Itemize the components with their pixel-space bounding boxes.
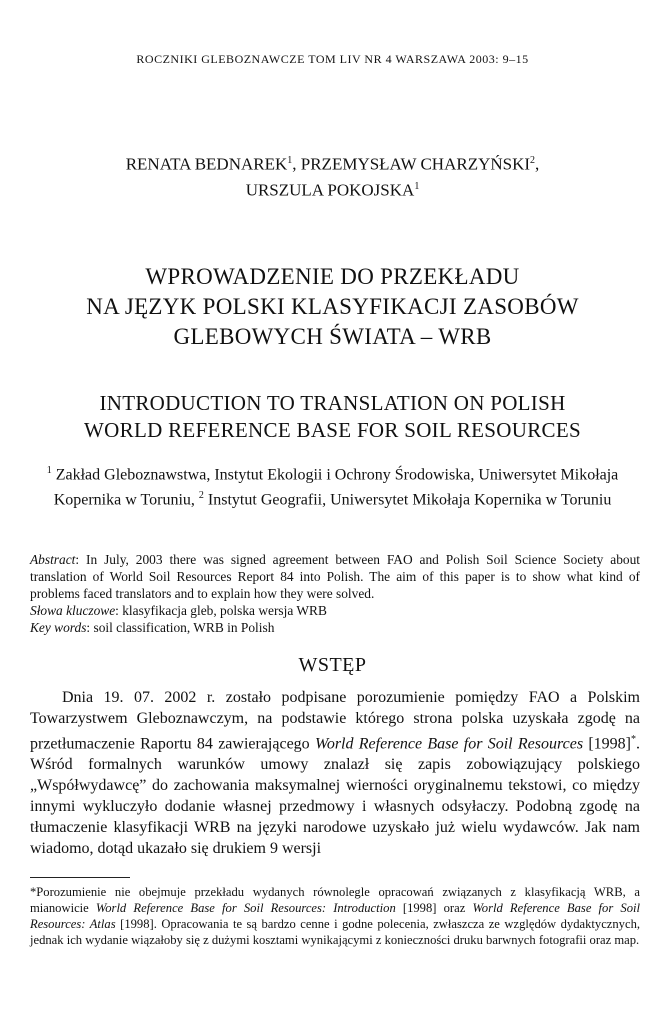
- section-heading: WSTĘP: [298, 654, 367, 676]
- keywords-english-text: : soil classification, WRB in Polish: [86, 620, 275, 635]
- abstract-text: : In July, 2003 there was signed agreement between FAO and Polish Soil Science Society about translation of World Soil Resources Report 84 into Polish. The aim of this paper is to show what kind of problems faced translators and to explain how they were solved.: [30, 552, 640, 601]
- keywords-english-label: Key words: [30, 620, 87, 635]
- title-line: WPROWADZENIE DO PRZEKŁADU: [145, 264, 520, 289]
- affiliation-text: Instytut Geografii, Uniwersytet Mikołaja Kopernika w Toruniu: [203, 491, 612, 509]
- paragraph-text: . Wśród formalnych warunków umowy znalazł się zapis zobowiązujący polskiego „Współwydawcę” do zachowania maksymalnej wierności oryginalnemu tekstowi, co między innymi wykluczyło dodanie własnej przedmowy i własnych odsyłaczy. Podobną zgodę na tłumaczenie klasyfikacji WRB na języki narodowe uzyskało już wielu wydawców. Jak nam wiadomo, dotąd ukazało się drukiem 9 wersji: [30, 735, 641, 858]
- paragraph-text: Dnia 19. 07. 2002 r. zostało podpisane porozumienie pomiędzy FAO a Polskim Towarzystwem Gleboznawczym, na podstawie którego strona polska uzyskała zgodę na przetłumaczenie Raportu 84 zawierającego: [30, 689, 640, 753]
- keywords-polish: [30, 602, 640, 619]
- author-separator: ,: [535, 154, 540, 174]
- title-polish: [0, 262, 665, 352]
- paragraph-text: [1998]: [583, 735, 632, 753]
- cited-title: World Reference Base for Soil Resources: Introduction: [95, 901, 396, 915]
- title-line: GLEBOWYCH ŚWIATA – WRB: [173, 324, 492, 349]
- abstract: [30, 551, 640, 602]
- affiliation-mark: 2: [198, 490, 204, 502]
- body-text: [30, 687, 640, 859]
- title-line: INTRODUCTION TO TRANSLATION ON POLISH: [99, 391, 566, 415]
- footnote-paragraph: [30, 884, 640, 948]
- footnote-text: [1998]. Opracowania te są bardzo cenne i godne polecenia, zwłaszcza ze względów dydaktycznych, jednak ich wydanie wiązałoby się z dużymi kosztami wynikającymi z konieczności druku barwnych fotografii oraz map.: [30, 917, 641, 947]
- title-line: WORLD REFERENCE BASE FOR SOIL RESOURCES: [84, 418, 581, 442]
- footnote: [30, 884, 640, 948]
- affiliation-mark: 1: [46, 465, 52, 476]
- paragraph: [30, 687, 640, 859]
- author-affiliation-mark: 1: [414, 180, 420, 192]
- title-line: NA JĘZYK POLSKI KLASYFIKACJI ZASOBÓW: [86, 294, 579, 319]
- affiliations: [30, 460, 635, 511]
- keywords-polish-text: : klasyfikacja gleb, polska wersja WRB: [115, 603, 327, 618]
- keywords-english: [30, 619, 640, 636]
- abstract-block: [30, 551, 640, 636]
- footnote-mark: *: [631, 734, 637, 745]
- cited-title: World Reference Base for Soil Resources: [314, 735, 584, 753]
- keywords-polish-label: Słowa kluczowe: [30, 603, 116, 618]
- abstract-label: Abstract: [30, 552, 76, 567]
- author-affiliation-mark: 1: [287, 155, 293, 166]
- author-name: RENATA BEDNAREK: [125, 154, 288, 174]
- running-head: ROCZNIKI GLEBOZNAWCZE TOM LIV NR 4 WARSZAWA 2003: 9–15: [136, 52, 529, 66]
- title-english: [0, 390, 665, 444]
- author-affiliation-mark: 2: [530, 155, 536, 166]
- author-list: [0, 150, 665, 201]
- author-name: URSZULA POKOJSKA: [245, 180, 415, 200]
- footnote-text: *Porozumienie nie obejmuje przekładu wydanych równolegle opracowań związanych z klasyfikacją WRB, a mianowicie: [30, 885, 640, 915]
- footnote-divider: [30, 877, 130, 878]
- footnote-text: [1998] oraz: [395, 901, 473, 915]
- affiliation-text: Zakład Gleboznawstwa, Instytut Ekologii i Ochrony Środowiska, Uniwersytet Mikołaja Kopernika w Toruniu,: [51, 466, 619, 509]
- author-name: PRZEMYSŁAW CHARZYŃSKI: [300, 154, 531, 174]
- cited-title: World Reference Base for Soil Resources: Atlas: [30, 901, 640, 931]
- author-separator: ,: [292, 154, 301, 174]
